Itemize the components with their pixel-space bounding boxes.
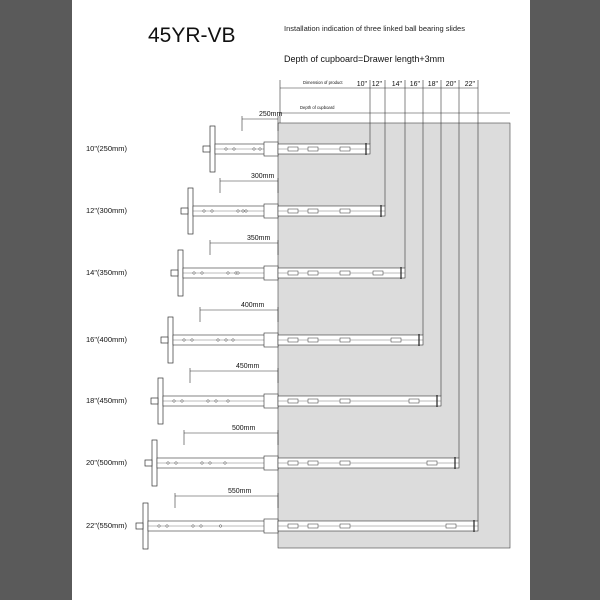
rail-slot — [288, 209, 298, 213]
rail-slot — [308, 147, 318, 151]
drawer-front-bracket — [168, 317, 173, 363]
dimension-label: 350mm — [247, 235, 271, 242]
mount-hole — [227, 400, 229, 402]
slide-clip — [264, 204, 278, 218]
mount-hole — [209, 462, 211, 464]
mount-hole — [217, 339, 219, 341]
mount-hole — [242, 210, 244, 212]
mount-hole — [203, 210, 205, 212]
row-size-label: 10"(250mm) — [86, 144, 128, 153]
rail-slot — [427, 461, 437, 465]
mount-hole — [192, 525, 194, 527]
drawer-handle-knob — [203, 146, 210, 152]
drawer-handle-knob — [136, 523, 143, 529]
slide-clip — [264, 266, 278, 280]
mount-hole — [201, 272, 203, 274]
dimension-label: 550mm — [228, 488, 252, 495]
mount-hole — [193, 272, 195, 274]
rail-slot — [308, 399, 318, 403]
rail-slot — [373, 271, 383, 275]
rail-slot — [340, 338, 350, 342]
drawer-handle-knob — [181, 208, 188, 214]
drawer-handle-knob — [161, 337, 168, 343]
size-label: 22" — [464, 81, 475, 88]
dimension-label: 450mm — [236, 363, 260, 370]
drawer-front-bracket — [210, 126, 215, 172]
mount-hole — [245, 210, 247, 212]
rail-slot — [340, 524, 350, 528]
size-label: 16" — [409, 81, 420, 88]
slide-clip — [264, 394, 278, 408]
rail-slot — [340, 209, 350, 213]
size-label: 18" — [427, 81, 438, 88]
rail-slot — [308, 271, 318, 275]
model-title: 45YR-VB — [148, 24, 236, 47]
slide-clip — [264, 333, 278, 347]
mount-hole — [215, 400, 217, 402]
rail-slot — [340, 271, 350, 275]
mount-hole — [200, 525, 202, 527]
slide-clip — [264, 142, 278, 156]
row-size-label: 14"(350mm) — [86, 268, 128, 277]
drawer-front-bracket — [143, 503, 148, 549]
mount-hole — [207, 400, 209, 402]
mount-hole — [237, 272, 239, 274]
mount-hole — [224, 462, 226, 464]
mount-hole — [167, 462, 169, 464]
mount-hole — [227, 272, 229, 274]
row-size-label: 18"(450mm) — [86, 396, 128, 405]
mount-hole — [233, 148, 235, 150]
rail-slot — [340, 461, 350, 465]
mount-hole — [219, 525, 221, 527]
rail-slot — [446, 524, 456, 528]
rail-slot — [308, 338, 318, 342]
mount-hole — [175, 462, 177, 464]
rail-slot — [391, 338, 401, 342]
rail-slot — [288, 524, 298, 528]
mount-hole — [183, 339, 185, 341]
rail-slot — [340, 399, 350, 403]
row-size-label: 20"(500mm) — [86, 458, 128, 467]
dimension-label: 500mm — [232, 425, 256, 432]
rail-slot — [340, 147, 350, 151]
rail-slot — [308, 209, 318, 213]
rail-slot — [308, 524, 318, 528]
mount-hole — [191, 339, 193, 341]
mount-hole — [232, 339, 234, 341]
size-ticks — [357, 80, 478, 90]
rail-slot — [308, 461, 318, 465]
mount-hole — [253, 148, 255, 150]
dimension-label: 400mm — [241, 302, 265, 309]
row-size-label: 12"(300mm) — [86, 206, 128, 215]
rail-slot — [288, 271, 298, 275]
mount-hole — [173, 400, 175, 402]
depth-of-cupboard-label: Depth of cupboard — [300, 105, 335, 110]
size-label: 10" — [356, 81, 367, 88]
drawer-handle-knob — [145, 460, 152, 466]
mount-hole — [225, 339, 227, 341]
diagram-subtitle: Installation indication of three linked ball bearing slides — [284, 24, 465, 33]
row-size-label: 22"(550mm) — [86, 521, 128, 530]
rail-slot — [288, 461, 298, 465]
dimension-label: 300mm — [251, 173, 275, 180]
mount-hole — [237, 210, 239, 212]
mount-hole — [225, 148, 227, 150]
rail-slot — [288, 338, 298, 342]
size-label: 14" — [391, 81, 402, 88]
drawer-front-bracket — [152, 440, 157, 486]
drawer-handle-knob — [171, 270, 178, 276]
mount-hole — [201, 462, 203, 464]
drawer-front-bracket — [188, 188, 193, 234]
mount-hole — [211, 210, 213, 212]
mount-hole — [259, 148, 261, 150]
rail-slot — [409, 399, 419, 403]
mount-hole — [158, 525, 160, 527]
rail-slot — [288, 147, 298, 151]
drawer-handle-knob — [151, 398, 158, 404]
size-label: 20" — [445, 81, 456, 88]
depth-formula: Depth of cupboard=Drawer length+3mm — [284, 54, 445, 64]
rail-slot — [288, 399, 298, 403]
drawer-front-bracket — [158, 378, 163, 424]
dimension-label: 250mm — [259, 111, 283, 118]
size-label: 12" — [371, 81, 382, 88]
drawer-front-bracket — [178, 250, 183, 296]
slide-clip — [264, 519, 278, 533]
mount-hole — [181, 400, 183, 402]
row-size-label: 16"(400mm) — [86, 335, 128, 344]
dimension-of-product-label: Dimension of product — [303, 80, 343, 85]
slide-clip — [264, 456, 278, 470]
mount-hole — [166, 525, 168, 527]
